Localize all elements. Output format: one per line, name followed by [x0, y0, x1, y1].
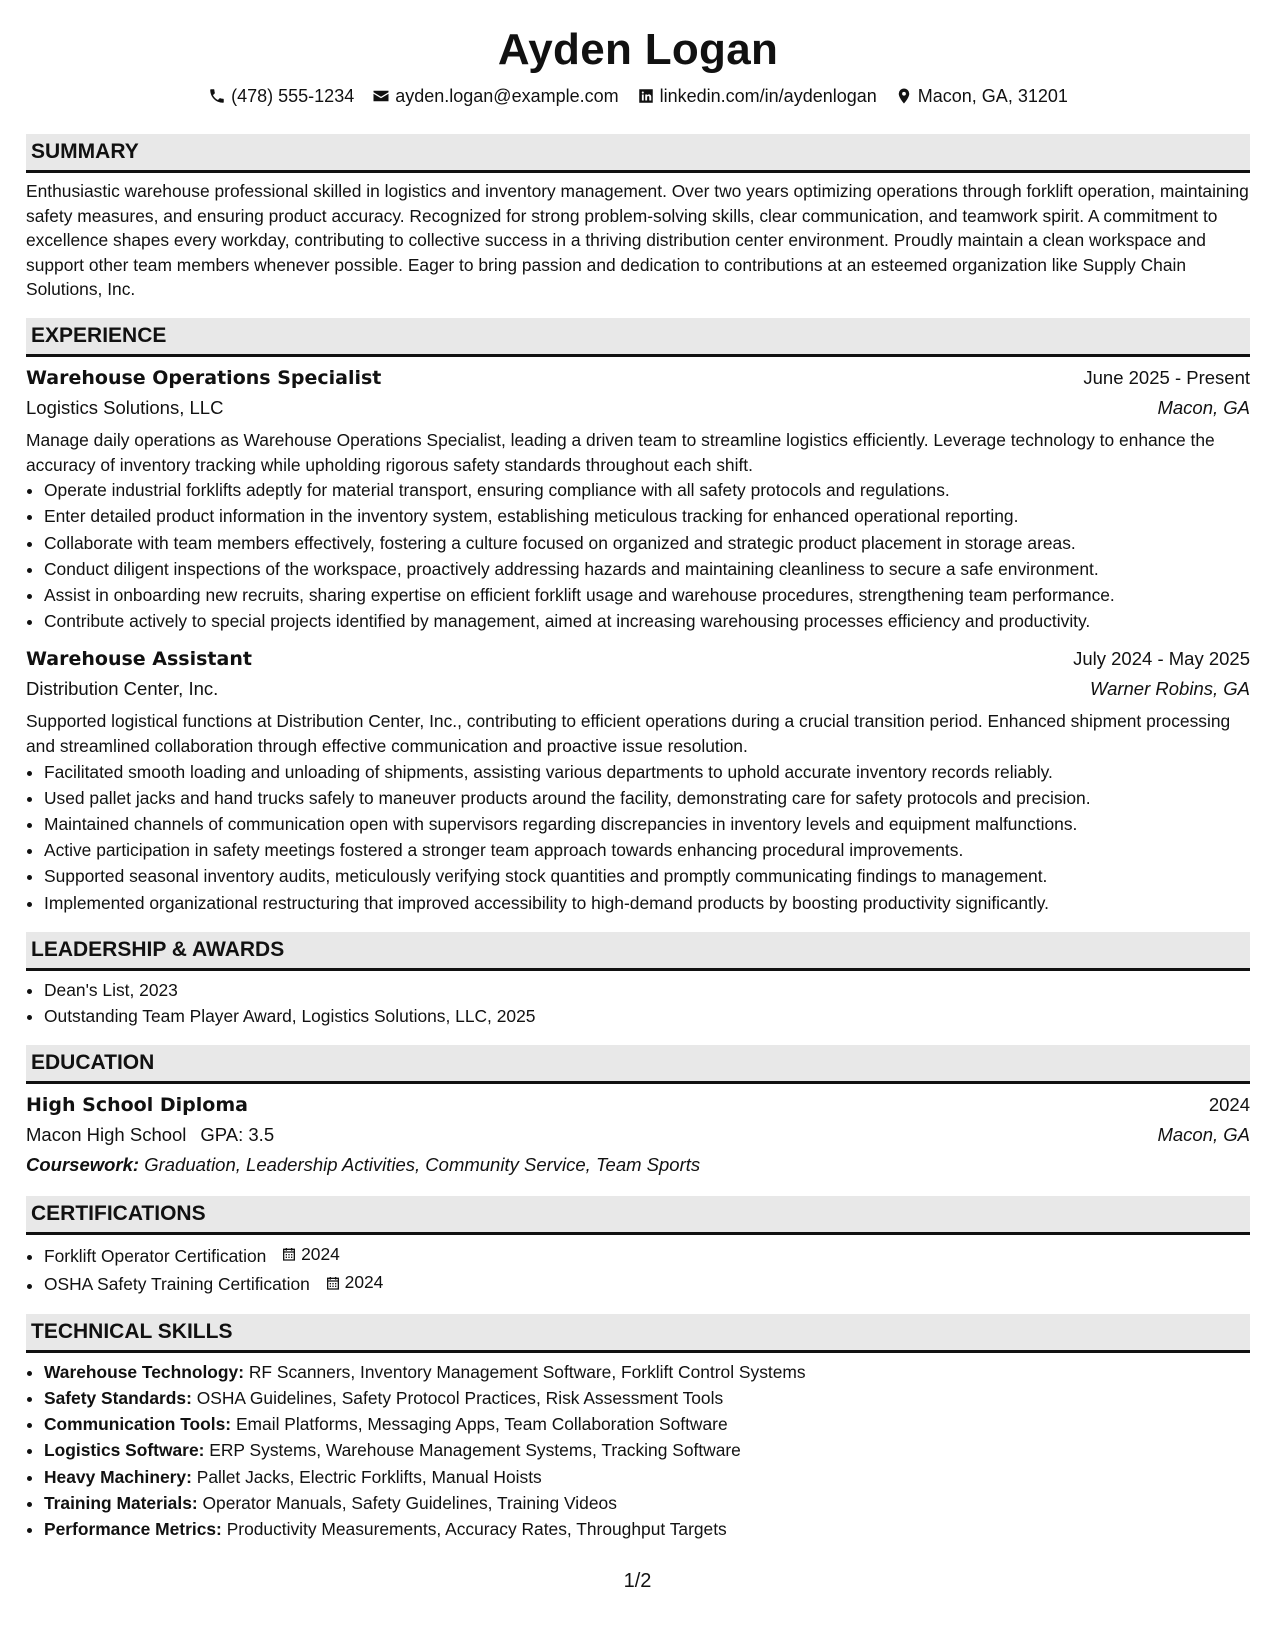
- page-number: 1/2: [623, 1570, 652, 1592]
- job-company: Logistics Solutions, LLC: [26, 396, 224, 418]
- contact-phone[interactable]: [208, 84, 354, 108]
- skill-label: Performance Metrics:: [44, 1519, 222, 1539]
- skill-label: Communication Tools:: [44, 1414, 232, 1435]
- list-item: • Operate industrial forklifts adeptly for material transport, ensuring compliance with all safety protocols and regulations.: [44, 477, 1250, 503]
- section-heading: EDUCATION: [26, 1045, 1250, 1084]
- skills-section: [26, 1314, 1250, 1542]
- job-location: Warner Robins, GA: [1089, 678, 1250, 700]
- awards-section: [26, 932, 1250, 1029]
- list-item: • Facilitated smooth loading and unloading of shipments, assisting various departments to uphold accurate inventory records reliably.: [44, 759, 1250, 785]
- cert-name: OSHA Safety Training Certification: [44, 1274, 310, 1295]
- certifications-section: [26, 1196, 1250, 1298]
- school-location: Macon, GA: [1157, 1124, 1250, 1146]
- contact-location: [895, 84, 1068, 108]
- skill-value: ERP Systems, Warehouse Management Systems, Tracking Software: [209, 1440, 741, 1461]
- list-item: • Outstanding Team Player Award, Logistics Solutions, LLC, 2025: [44, 1003, 1250, 1029]
- education-year: 2024: [1208, 1094, 1250, 1116]
- experience-section: [26, 318, 1250, 916]
- list-item: [44, 1241, 1250, 1269]
- list-item: • Implemented organizational restructuring that improved accessibility to high-demand products by boosting productivity significantly.: [44, 890, 1250, 916]
- contact-email[interactable]: [372, 84, 618, 108]
- skill-label: Training Materials:: [44, 1492, 198, 1513]
- phone-text: (478) 555-1234: [231, 86, 355, 106]
- contact-bar: [26, 84, 1250, 108]
- candidate-name: Ayden Logan: [497, 25, 779, 74]
- section-heading: TECHNICAL SKILLS: [26, 1314, 1250, 1353]
- list-item: • Assist in onboarding new recruits, sharing expertise on efficient forklift usage and warehouse procedures, strengthening team performance.: [44, 582, 1250, 608]
- coursework-line: [26, 1150, 1250, 1180]
- education-section: [26, 1045, 1250, 1180]
- summary-section: [26, 134, 1250, 302]
- list-item: • Enter detailed product information in the inventory system, establishing meticulous tracking for enhanced operational reporting.: [44, 503, 1250, 529]
- skill-value: Email Platforms, Messaging Apps, Team Collaboration Software: [235, 1414, 728, 1435]
- section-heading: SUMMARY: [26, 134, 1250, 173]
- list-item: • Used pallet jacks and hand trucks safely to maneuver products around the facility, demonstrating care for safety protocols and precision.: [44, 785, 1250, 811]
- job-title: Warehouse Assistant: [26, 648, 252, 671]
- list-item: • Maintained channels of communication open with supervisors regarding discrepancies in inventory levels and equipment malfunctions.: [44, 811, 1250, 837]
- section-heading: LEADERSHIP & AWARDS: [26, 932, 1250, 971]
- job-location: Macon, GA: [1157, 396, 1250, 418]
- list-item: [44, 1269, 1250, 1297]
- skill-value: Operator Manuals, Safety Guidelines, Training Videos: [202, 1492, 617, 1513]
- job-title: Warehouse Operations Specialist: [26, 366, 382, 389]
- list-item: • Collaborate with team members effectively, fostering a culture focused on organized and strategic product placement in storage areas.: [44, 530, 1250, 556]
- section-heading: EXPERIENCE: [26, 318, 1250, 357]
- section-heading: CERTIFICATIONS: [26, 1196, 1250, 1235]
- list-item: [44, 1464, 1250, 1490]
- skill-value: OSHA Guidelines, Safety Protocol Practices, Risk Assessment Tools: [196, 1387, 724, 1408]
- linkedin-text: linkedin.com/in/aydenlogan: [659, 86, 877, 106]
- skill-value: Productivity Measurements, Accuracy Rates, Throughput Targets: [226, 1519, 727, 1539]
- job-bullets: [26, 759, 1250, 916]
- job-entry: [26, 363, 1250, 634]
- degree-title: High School Diploma: [26, 1094, 248, 1117]
- skills-list: [26, 1359, 1250, 1542]
- skill-value: Pallet Jacks, Electric Forklifts, Manual Hoists: [196, 1466, 542, 1487]
- contact-linkedin[interactable]: [637, 84, 877, 108]
- coursework-text: Graduation, Leadership Activities, Community Service, Team Sports: [144, 1154, 701, 1176]
- calendar-icon: [325, 1275, 341, 1291]
- skill-value: RF Scanners, Inventory Management Software, Forklift Control Systems: [248, 1361, 806, 1382]
- list-item: [44, 1411, 1250, 1437]
- list-item: [44, 1359, 1250, 1385]
- job-description: Manage daily operations as Warehouse Operations Specialist, leading a driven team to streamline logistics efficiently. Leverage technology to enhance the accuracy of inventory tracking while upholding rigorous safety standards throughout each shift.: [26, 429, 1215, 475]
- list-item: • Dean's List, 2023: [44, 977, 1250, 1003]
- map-pin-icon: [895, 87, 913, 105]
- gpa: GPA: 3.5: [200, 1124, 275, 1146]
- phone-icon: [208, 87, 226, 105]
- list-item: • Conduct diligent inspections of the workspace, proactively addressing hazards and maintaining cleanliness to secure a safe environment.: [44, 556, 1250, 582]
- job-dates: June 2025 - Present: [1083, 366, 1250, 388]
- list-item: [44, 1490, 1250, 1516]
- job-bullets: [26, 477, 1250, 634]
- location-text: Macon, GA, 31201: [917, 86, 1068, 106]
- certifications-list: [26, 1241, 1250, 1298]
- list-item: [44, 1437, 1250, 1463]
- list-item: • Supported seasonal inventory audits, meticulously verifying stock quantities and promptly communicating findings to management.: [44, 863, 1250, 889]
- calendar-icon: [281, 1246, 297, 1262]
- list-item: [44, 1385, 1250, 1411]
- job-dates: July 2024 - May 2025: [1073, 648, 1250, 670]
- school-line: [26, 1120, 274, 1150]
- job-company: Distribution Center, Inc.: [26, 678, 219, 700]
- cert-date: [325, 1269, 384, 1295]
- cert-year-text: 2024: [344, 1272, 384, 1293]
- list-item: • Active participation in safety meetings fostered a stronger team approach towards enhancing procedural improvements.: [44, 837, 1250, 863]
- cert-name: Forklift Operator Certification: [44, 1246, 267, 1267]
- list-item: • Contribute actively to special projects identified by management, aimed at increasing warehousing processes efficiency and productivity.: [44, 608, 1250, 634]
- skill-label: Warehouse Technology:: [44, 1361, 245, 1382]
- skill-label: Safety Standards:: [44, 1387, 192, 1408]
- coursework-label: Coursework:: [26, 1154, 140, 1176]
- linkedin-icon: [637, 87, 655, 105]
- email-text: ayden.logan@example.com: [395, 86, 619, 106]
- awards-list: [26, 977, 1250, 1029]
- envelope-icon: [372, 87, 390, 105]
- cert-date: [281, 1241, 340, 1267]
- skill-label: Logistics Software:: [44, 1440, 205, 1461]
- list-item: [44, 1516, 1250, 1542]
- summary-text: Enthusiastic warehouse professional skilled in logistics and inventory management. Over two years optimizing operations through forklift operation, maintaining safety measures, and ensuring product accuracy. Recognized for strong problem-solving skills, clear communication, and teamwork spirit. A commitment to excellence shapes every workday, contributing to collective success in a thriving distribution center environment. Proudly maintain a clean workspace and support other team members whenever possible. Eager to bring passion and dedication to contributions at an esteemed organization like Supply Chain Solutions, Inc.: [26, 181, 1249, 300]
- resume-page: [26, 24, 1250, 1542]
- school-name: Macon High School: [26, 1124, 187, 1146]
- job-entry: [26, 644, 1250, 915]
- cert-year-text: 2024: [301, 1244, 340, 1265]
- job-description: Supported logistical functions at Distribution Center, Inc., contributing to efficient operations during a crucial transition period. Enhanced shipment processing and streamlined collaboration through effective communication and proactive issue resolution.: [26, 711, 1231, 756]
- skill-label: Heavy Machinery:: [44, 1466, 192, 1487]
